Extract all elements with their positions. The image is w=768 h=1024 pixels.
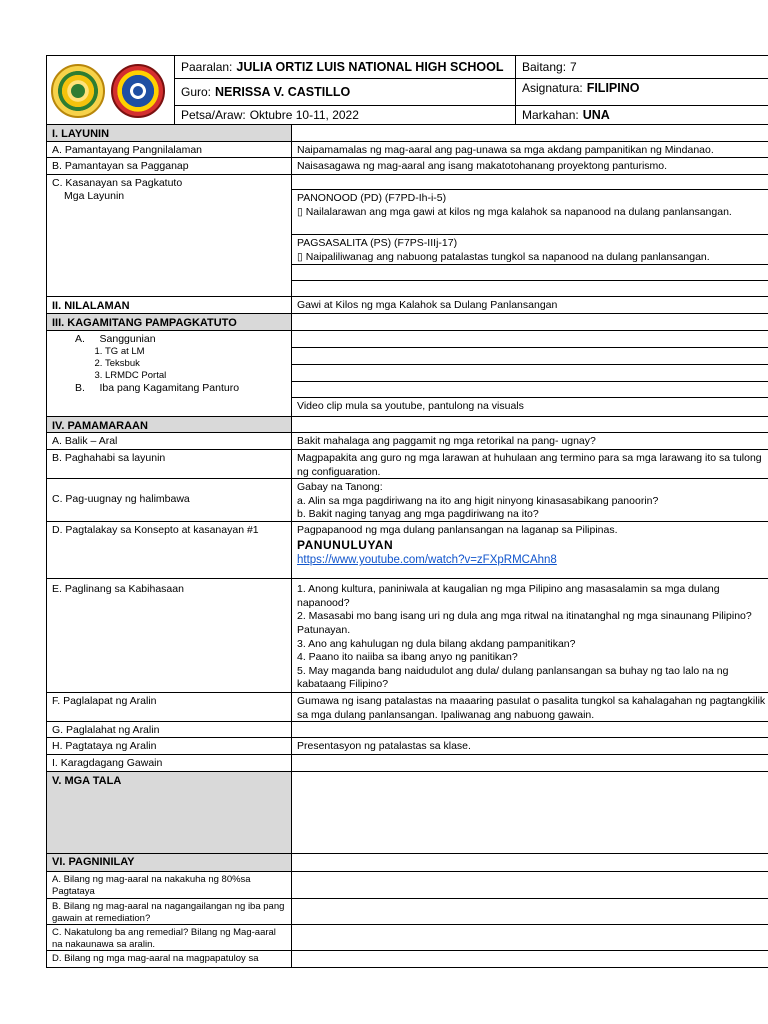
section-heading: V. MGA TALA [47,772,292,853]
table-row [47,522,768,579]
row-label: H. Pagtataya ng Aralin [47,738,292,754]
markahan-cell [515,106,768,124]
row-value: PANONOOD (PD) (F7PD-Ih-i-5) ▯ Nailalarawan ang mga gawi at kilos ng mga kalahok sa napanood na dulang panlansangan. PAGSASALITA (PS) (F7PS-IIIj-17) ▯ Naipaliliwanag ang nabuong patalastas tungkol sa napanood na dulang panlansangan. [292,175,768,296]
table-row [47,175,768,297]
row-value: Video clip mula sa youtube, pantulong na visuals [292,331,768,416]
paaralan-value: JULIA ORTIZ LUIS NATIONAL HIGH SCHOOL [236,60,504,74]
table-row [47,738,768,755]
baitang-value: 7 [570,60,577,74]
section-row-pagninilay [47,854,768,872]
row-value: Bakit mahalaga ang paggamit ng mga retorikal na pang- ugnay? [297,435,596,447]
markahan-value: UNA [582,108,610,122]
table-row [47,433,768,450]
video-title: PANUNULUYAN [297,537,394,552]
row-value: 1. Anong kultura, paniniwala at kaugalian ng mga Pilipino ang masasalamin sa mga dulang napanood? 2. Masasabi mo bang isang uri ng dula ang mga ritwal na itinatanghal ng mga sinaunang Pilipino? Patunayan. 3. Ano ang kahulugan ng dula bilang akdang pampanitikan? 4. Paano ito naiiba sa ibang anyo ng panitikan? 5. May maganda bang naidudulot ang dula/ dulang panlansangan sa buhay ng tao lalo na ng kabataang Filipino? [297,583,752,691]
row-value: Naipamamalas ng mag-aaral ang pag-unawa sa mga akdang pampanitikan ng Mindanao. [297,144,714,156]
lesson-table [46,125,768,968]
deped-seal-logo [51,64,105,118]
section-row-kagamitan [47,314,768,331]
baitang-label: Baitang: [522,60,567,74]
row-value: Naisasagawa ng mag-aaral ang isang makatotohanang proyektong panturismo. [297,160,668,172]
asignatura-cell [515,79,768,106]
table-row [47,755,768,772]
row-label: B. Pamantayan sa Pagganap [47,158,292,174]
row-value: Gabay na Tanong: a. Alin sa mga pagdiriwang na ito ang higit ninyong kinasasabikang panoorin? b. Bakit naging tanyag ang mga pagdiriwang na ito? [297,481,659,521]
header-table [46,55,768,125]
list-item: 3. LRMDC Portal [105,370,286,382]
section-row-nilalaman [47,297,768,314]
list-item: 2. Teksbuk [105,358,286,370]
lesson-plan-page [46,55,768,980]
table-row [47,722,768,738]
petsa-cell [175,106,515,124]
row-label: D. Pagtalakay sa Konsepto at kasanayan #1 [47,522,292,578]
guro-cell [175,79,515,106]
section-row-pamamaraan [47,417,768,433]
paaralan-label: Paaralan: [181,60,233,74]
row-label: B. Bilang ng mag-aaral na nagangailangan ng iba pang gawain at remediation? [47,899,292,924]
table-row [47,925,768,951]
table-row [47,872,768,899]
table-row [47,899,768,925]
baitang-cell [515,56,768,79]
section-row-layunin [47,125,768,142]
section-heading: II. NILALAMAN [47,297,292,313]
table-row [47,951,768,967]
table-row [47,158,768,175]
sanggunian-list [105,346,286,382]
paaralan-cell [175,56,515,79]
section-heading: IV. PAMAMARAAN [47,417,292,432]
section-heading: III. KAGAMITANG PAMPAGKATUTO [47,314,292,330]
row-label: D. Bilang ng mga mag-aaral na magpapatuloy sa [47,951,292,967]
school-seal-logo [111,64,165,118]
row-label: I. Karagdagang Gawain [47,755,292,771]
table-row [47,450,768,479]
asignatura-label: Asignatura: [522,81,583,95]
logo-cell [47,56,175,124]
row-value: Gawi at Kilos ng mga Kalahok sa Dulang Panlansangan [297,299,558,311]
row-label: G. Paglalahat ng Aralin [47,722,292,737]
row-label: A. Sanggunian 1. TG at LM 2. Teksbuk 3. LRMDC Portal B. Iba pang Kagamitang Panturo [47,331,292,416]
section-heading: VI. PAGNINILAY [47,854,292,871]
row-value: Pagpapanood ng mga dulang panlansangan na laganap sa Pilipinas. PANUNULUYAN https://www.youtube.com/watch?v=zFXpRMCAhn8 [292,522,768,578]
markahan-label: Markahan: [522,108,579,122]
section-heading: I. LAYUNIN [47,125,292,141]
section-row-tala [47,772,768,854]
guro-value: NERISSA V. CASTILLO [215,85,351,99]
asignatura-value: FILIPINO [586,81,640,95]
guro-label: Guro: [181,85,212,99]
row-value: Magpapakita ang guro ng mga larawan at huhulaan ang termino para sa mga larawang ito sa tulong ng configuaration. [297,452,762,478]
row-value: Gumawa ng isang patalastas na maaaring pasulat o pasalita tungkol sa kahalagahan ng pagtangkilik sa mga dulang panlansangan. Ipaliwanag ang nabuong gawain. [297,695,766,721]
row-label: A. Bilang ng mag-aaral na nakakuha ng 80%sa Pagtataya [47,872,292,898]
row-label: A. Pamantayang Pangnilalaman [47,142,292,157]
row-value: Presentasyon ng patalastas sa klase. [297,740,471,752]
youtube-link[interactable]: https://www.youtube.com/watch?v=zFXpRMCAhn8 [297,554,557,567]
table-row [47,479,768,522]
row-label: C. Pag-uugnay ng halimbawa [47,479,292,521]
row-label: B. Paghahabi sa layunin [47,450,292,478]
list-item: 1. TG at LM [105,346,286,358]
table-row [47,579,768,693]
row-label: E. Paglinang sa Kabihasaan [47,579,292,692]
row-label: F. Paglalapat ng Aralin [47,693,292,721]
petsa-value: Oktubre 10-11, 2022 [249,108,359,122]
table-row [47,142,768,158]
row-label: C. Kasanayan sa Pagkatuto Mga Layunin [47,175,292,296]
table-row [47,331,768,417]
table-row [47,693,768,722]
row-label: C. Nakatulong ba ang remedial? Bilang ng Mag-aaral na nakaunawa sa aralin. [47,925,292,950]
row-label: A. Balik – Aral [47,433,292,449]
petsa-label: Petsa/Araw: [181,108,246,122]
